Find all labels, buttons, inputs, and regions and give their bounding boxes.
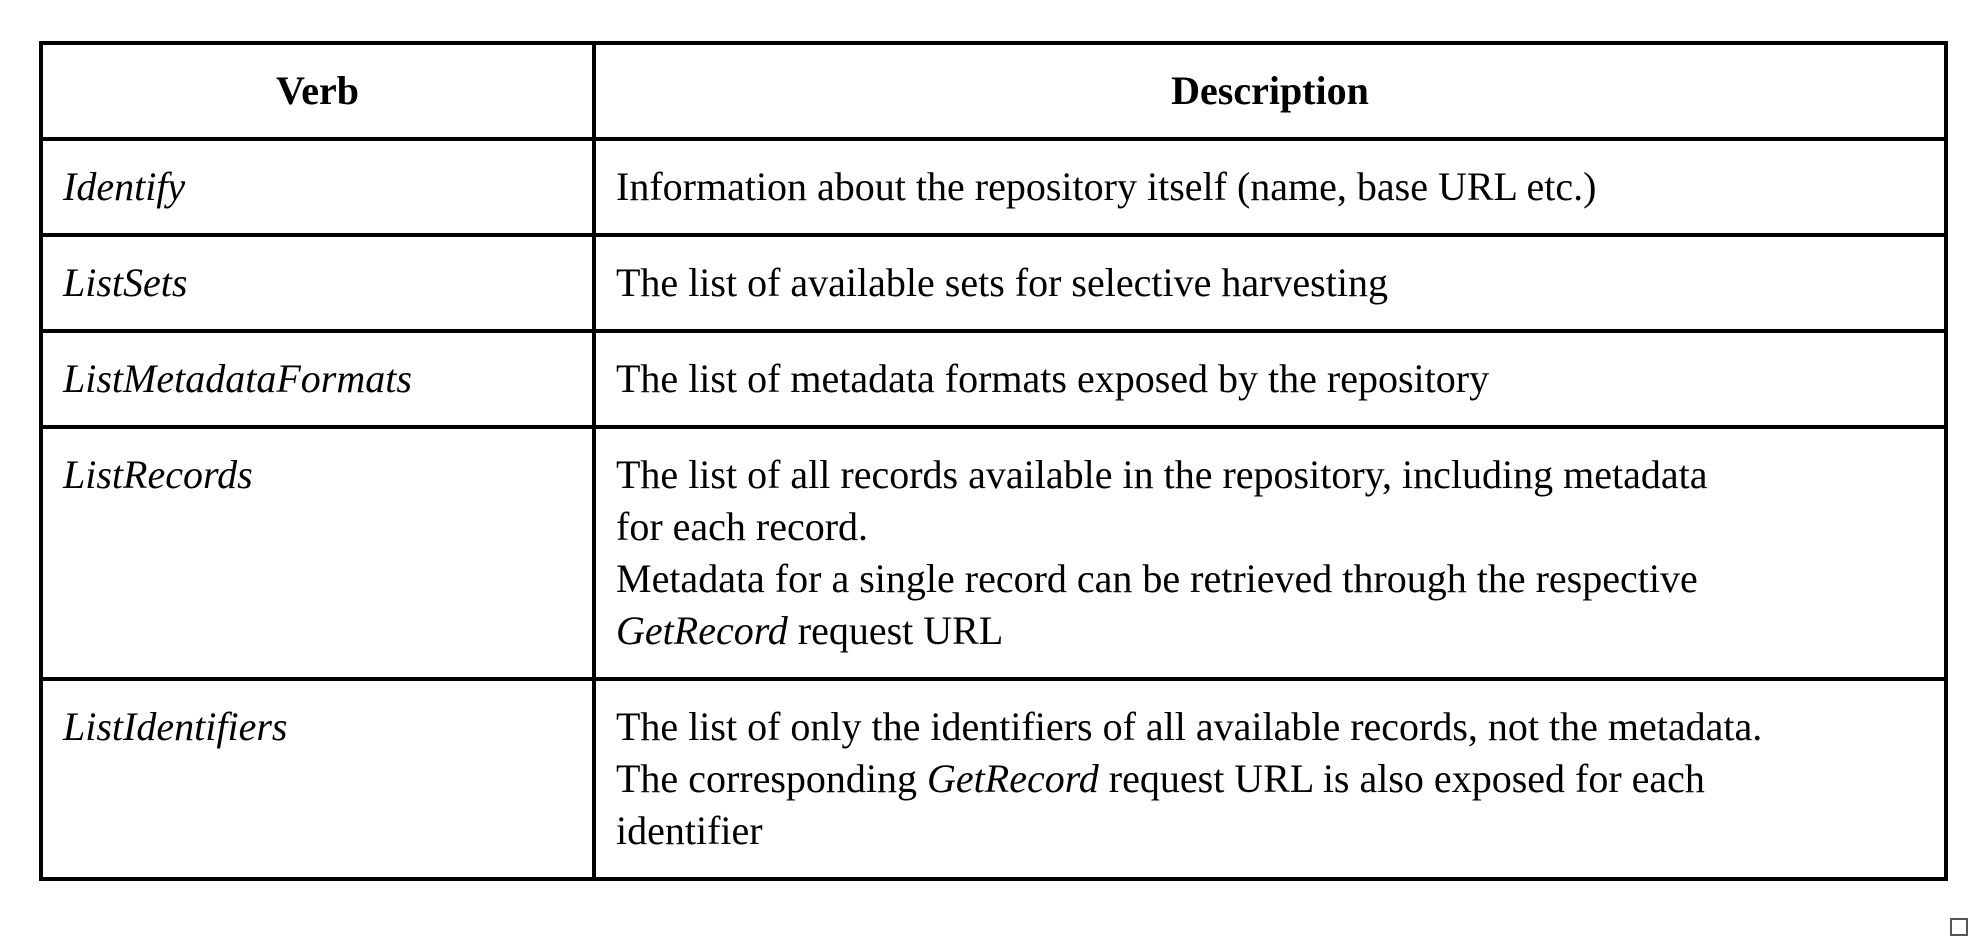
description-cell <box>594 427 1946 679</box>
description-line <box>616 605 1924 657</box>
getrecord-term: GetRecord <box>927 756 1099 801</box>
table-row <box>41 139 1946 235</box>
table-row <box>41 235 1946 331</box>
verb-cell: ListRecords <box>41 427 594 679</box>
description-line: Metadata for a single record can be retrieved through the respective <box>616 556 1698 601</box>
verb-cell: ListSets <box>41 235 594 331</box>
description-line: Information about the repository itself (name, base URL etc.) <box>616 164 1597 209</box>
table-resize-handle[interactable] <box>1950 918 1968 936</box>
description-line: The list of available sets for selective harvesting <box>616 260 1388 305</box>
description-line: The list of only the identifiers of all available records, not the metadata. <box>616 704 1763 749</box>
description-line: identifier <box>616 808 763 853</box>
table-row <box>41 679 1946 879</box>
verbs-table <box>39 41 1948 881</box>
description-line <box>616 753 1924 805</box>
verb-cell: ListIdentifiers <box>41 679 594 879</box>
description-cell <box>594 235 1946 331</box>
description-line: for each record. <box>616 504 869 549</box>
description-column-header: Description <box>594 43 1946 139</box>
table-header-row <box>41 43 1946 139</box>
description-cell <box>594 679 1946 879</box>
description-text: The corresponding <box>616 756 928 801</box>
description-line: The list of metadata formats exposed by the repository <box>616 356 1490 401</box>
description-line: The list of all records available in the repository, including metadata <box>616 452 1708 497</box>
description-cell <box>594 139 1946 235</box>
verb-cell: Identify <box>41 139 594 235</box>
description-text: request URL is also exposed for each <box>1098 756 1705 801</box>
verb-column-header: Verb <box>41 43 594 139</box>
verb-cell: ListMetadataFormats <box>41 331 594 427</box>
description-text: request URL <box>787 608 1004 653</box>
table-row <box>41 331 1946 427</box>
table-row <box>41 427 1946 679</box>
getrecord-term: GetRecord <box>616 608 788 653</box>
description-cell <box>594 331 1946 427</box>
